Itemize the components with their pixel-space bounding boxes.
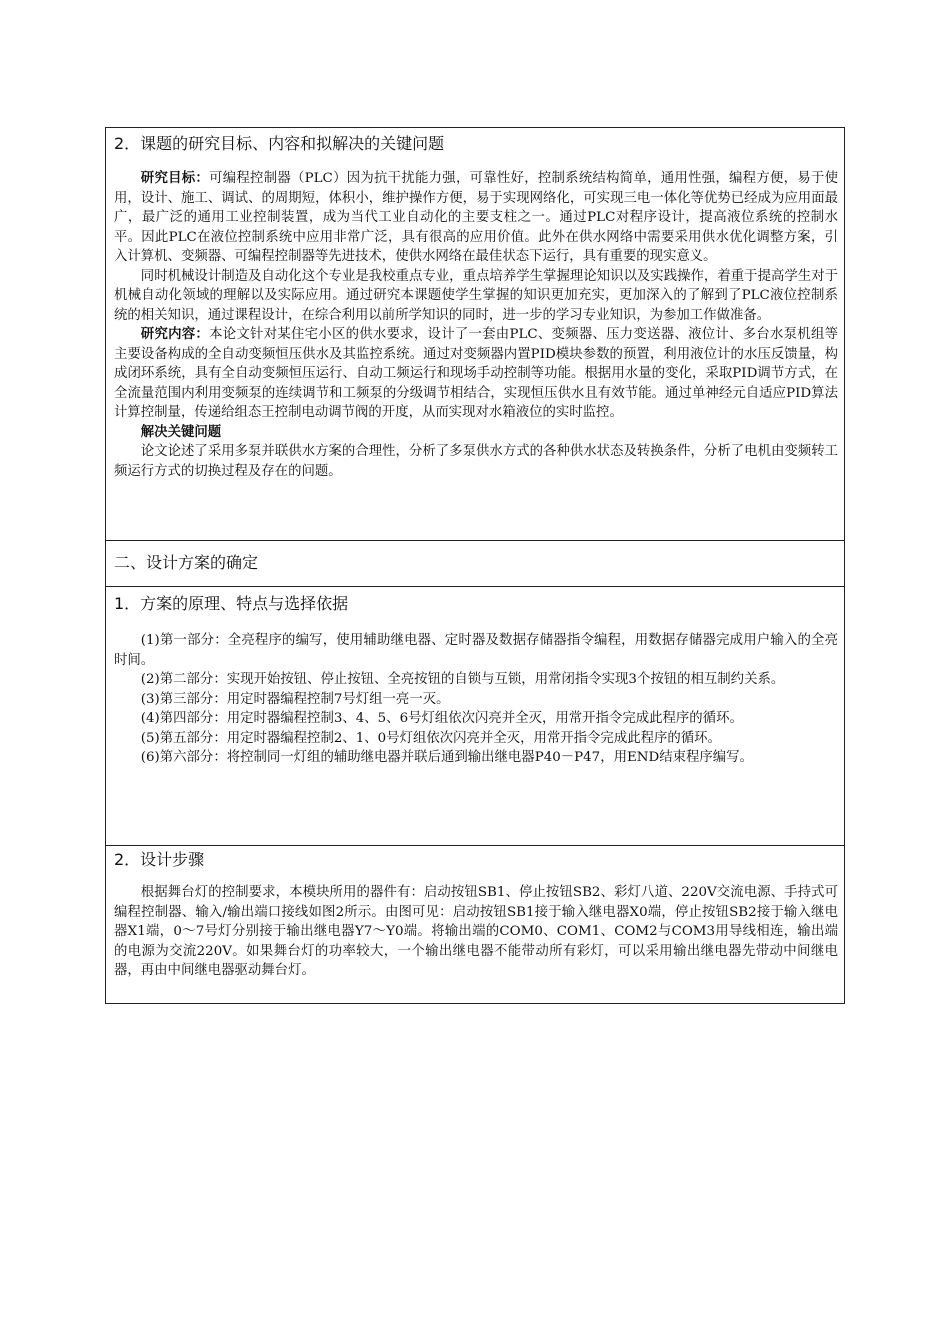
- goal-text: 可编程控制器（PLC）因为抗干扰能力强，可靠性好，控制系统结构简单，通用性强，编程方便，易于使用，设计、施工、调试、的周期短，体积小，维护操作方便，易于实现网络化，可实现三电一体化等优势已经成为应用面最广，最广泛的通用工业控制装置，成为当代工业自动化的主要支柱之一。通过PLC对程序设计，提高液位系统的控制水平。因此PLC在液位控制系统中应用非常广泛，具有很高的应用价值。此外在供水网络中需要采用供水优化调整方案，引入计算机、变频器、可编程控制器等先进技术，使供水网络在最佳状态下运行，具有重要的现实意义。: [114, 171, 838, 264]
- paragraph: 根据舞台灯的控制要求，本模块所用的器件有：启动按钮SB1、停止按钮SB2、彩灯八道、220V交流电源、手持式可编程控制器、输入/输出端口接线如图2所示。由图可见：启动按钮SB1接于输入继电器X0端，停止按钮SB2接于输入继电器X1端，0～7号灯分别接于输出继电器Y7～Y0端。将输出端的COM0、COM1、COM2与COM3用导线相连，输出端的电源为交流220V。如果舞台灯的功率较大，一个输出继电器不能带动所有彩灯，可以采用输出继电器先带动中间继电器，再由中间继电器驱动舞台灯。: [114, 885, 838, 978]
- paragraph: 同时机械设计制造及自动化这个专业是我校重点专业，重点培养学生掌握理论知识以及实践操作，着重于提高学生对于机械自动化领域的理解以及实际应用。通过研究本课题使学生掌握的知识更加充实，更加深入的了解到了PLC液位控制系统的相关知识，通过课程设计，在综合利用以前所学知识的同时，进一步的学习专业知识，为参加工作做准备。: [114, 268, 838, 323]
- list-item: (2)第二部分：实现开始按钮、停止按钮、全亮按钮的自锁与互锁，用常闭指令实现3个按钮的相互制约关系。: [140, 672, 785, 687]
- research-goals-section: [106, 128, 844, 540]
- content-paragraph: [114, 325, 838, 423]
- section-title: 1．方案的原理、特点与选择依据: [114, 594, 349, 613]
- section-title: 2．课题的研究目标、内容和拟解决的关键问题: [114, 134, 445, 153]
- key-problem-text: 论文论述了采用多泵并联供水方案的合理性，分析了多泵供水方式的各种供水状态及转换条件，分析了电机由变频转工频运行方式的切换过程及存在的问题。: [114, 444, 838, 479]
- plan-principle-section: [106, 586, 844, 845]
- list-item: (4)第四部分：用定时器编程控制3、4、5、6号灯组依次闪亮并全灭，用常开指令完成此程序的循环。: [140, 711, 743, 726]
- content-label: 研究内容：: [140, 326, 210, 342]
- section-body: [106, 883, 844, 983]
- section-title: 二、设计方案的确定: [114, 553, 259, 572]
- goal-paragraph: [114, 169, 838, 267]
- section-body: [106, 169, 844, 483]
- section-body: [106, 631, 844, 770]
- list-item: (1)第一部分：全亮程序的编写，使用辅助继电器、定时器及数据存储器指令编程，用数据存储器完成用户输入的全亮时间。: [114, 633, 838, 668]
- goal-label: 研究目标：: [140, 170, 210, 186]
- key-problem-label: 解决关键问题: [140, 423, 222, 440]
- design-plan-section: [106, 540, 844, 586]
- document-table: [105, 127, 845, 1004]
- list-item: (5)第五部分：用定时器编程控制2、1、0号灯组依次闪亮并全灭，用常开指令完成此程序的循环。: [140, 730, 721, 746]
- section-title: 2．设计步骤: [114, 850, 205, 869]
- list-item: (6)第六部分：将控制同一灯组的辅助继电器并联后通到输出继电器P40－P47，用END结束程序编写。: [140, 750, 753, 765]
- design-steps-section: [106, 845, 844, 1003]
- list-item: (3)第三部分：用定时器编程控制7号灯组一亮一灭。: [140, 691, 450, 707]
- content-text: 本论文针对某住宅小区的供水要求，设计了一套由PLC、变频器、压力变送器、液位计、多台水泵机组等主要设备构成的全自动变频恒压供水及其监控系统。通过对变频器内置PID模块参数的预置，利用液位计的水压反馈量，构成闭环系统，具有全自动变频恒压运行、自动工频运行和现场手动控制等功能。根据用水量的变化，采取PID调节方式，在全流量范围内利用变频泵的连续调节和工频泵的分级调节相结合，实现恒压供水且有效节能。通过单神经元自适应PID算法计算控制量，传递给组态王控制电动调节阀的开度，从而实现对水箱液位的实时监控。: [114, 327, 838, 420]
